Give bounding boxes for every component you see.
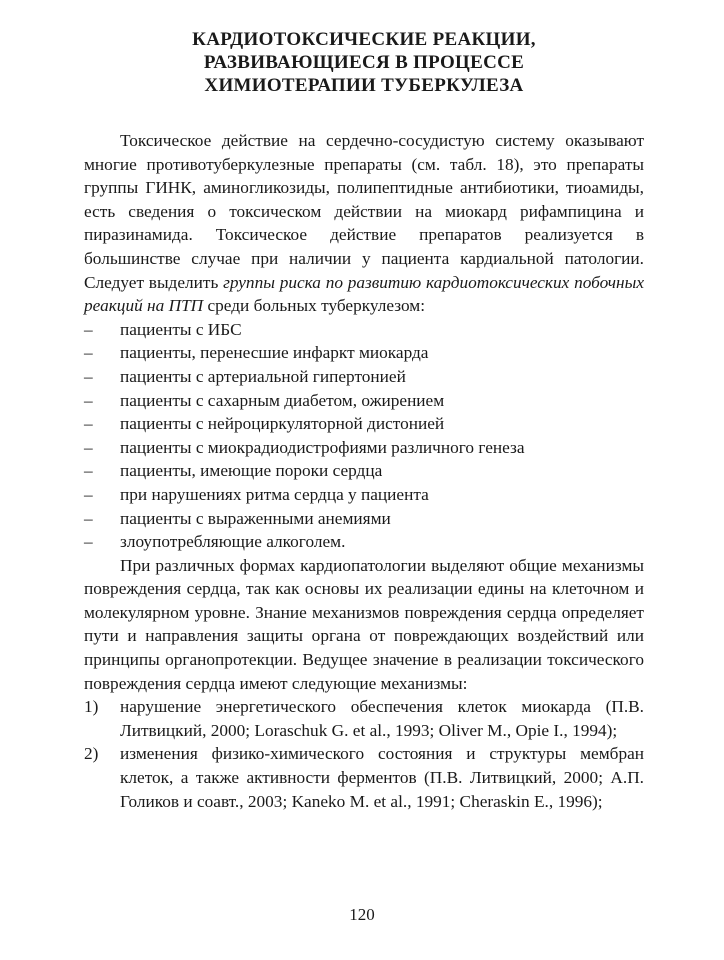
list-item: [84, 530, 644, 554]
mechanisms-list: [84, 695, 644, 813]
dash-mark: –: [84, 461, 93, 481]
dash-mark: –: [84, 532, 93, 552]
list-item-text: изменения физико-химического состояния и структуры мембран клеток, а также активности ферментов (П.В. Литвицкий, 2000; А.П. Голиков и соавт., 2003; Kaneko M. et al., 1991; Cheraskin E., 1996);: [120, 744, 644, 811]
list-item-text: пациенты с сахарным диабетом, ожирением: [120, 390, 445, 410]
list-item-text: при нарушениях ритма сердца у пациента: [120, 484, 429, 504]
dash-mark: –: [84, 319, 93, 339]
mechanisms-paragraph: При различных формах кардиопатологии выделяют общие механизмы повреждения сердца, так как основы их реализации едины на клеточном и молекулярном уровне. Знание механизмов повреждения сердца определяет пути и направления защиты органа от повреждающих воздействий или принципы органопротекции. Ведущее значение в реализации токсического повреждения сердца имеют следующие механизмы:: [84, 555, 644, 693]
body-text: [84, 129, 644, 813]
list-item: [84, 365, 644, 389]
list-item: [84, 436, 644, 460]
list-item: [84, 341, 644, 365]
title-line-2: РАЗВИВАЮЩИЕСЯ В ПРОЦЕССЕ: [203, 52, 525, 73]
list-item: [84, 695, 644, 742]
dash-mark: –: [84, 437, 93, 457]
list-item: [84, 412, 644, 436]
list-item: [84, 483, 644, 507]
list-item: [84, 507, 644, 531]
list-item: [84, 742, 644, 813]
dash-mark: –: [84, 343, 93, 363]
dash-mark: –: [84, 484, 93, 504]
list-item-text: злоупотребляющие алкоголем.: [120, 532, 346, 552]
title-line-3: ХИМИОТЕРАПИИ ТУБЕРКУЛЕЗА: [204, 75, 524, 96]
list-item: [84, 318, 644, 342]
list-item-text: пациенты с выраженными анемиями: [120, 508, 391, 528]
page-number: 120: [349, 905, 375, 924]
dash-mark: –: [84, 508, 93, 528]
list-item-text: пациенты с ИБС: [120, 319, 242, 339]
list-item-text: пациенты, имеющие пороки сердца: [120, 461, 383, 481]
list-item-text: пациенты с миокрадиодистрофиями различного генеза: [120, 437, 525, 457]
intro-paragraph: [84, 129, 644, 318]
intro-italic-text: группы риска по развитию кардиотоксических побочных реакций на ПТП: [84, 272, 644, 316]
intro-tail-text: среди больных туберкулезом:: [203, 296, 426, 316]
list-item: [84, 459, 644, 483]
dash-mark: –: [84, 366, 93, 386]
list-item-text: пациенты с нейроциркуляторной дистонией: [120, 414, 445, 434]
list-item: [84, 389, 644, 413]
list-item-text: пациенты с артериальной гипертонией: [120, 366, 406, 386]
list-item-text: нарушение энергетического обеспечения клеток миокарда (П.В. Литвицкий, 2000; Loraschuk G. et al., 1993; Oliver M., Opie I., 1994);: [120, 697, 644, 740]
item-number: 1): [84, 697, 99, 717]
page-content: [84, 28, 644, 813]
dash-mark: –: [84, 414, 93, 434]
list-item-text: пациенты, перенесшие инфаркт миокарда: [120, 343, 429, 363]
title-line-1: КАРДИОТОКСИЧЕСКИЕ РЕАКЦИИ,: [192, 29, 536, 50]
chapter-title: [84, 28, 644, 97]
item-number: 2): [84, 744, 99, 764]
intro-text: Токсическое действие на сердечно-сосудистую систему оказывают многие противотуберкулезные препараты (см. табл. 18), это препараты группы ГИНК, аминогликозиды, полипептидные антибиотики, тиоамиды, есть сведения о токсическом действии на миокард рифампицина и пиразинамида. Токсическое действие препаратов реализуется в большинстве случае при наличии у пациента кардиальной патологии. Следует выделить: [84, 131, 644, 292]
risk-groups-list: [84, 318, 644, 554]
dash-mark: –: [84, 390, 93, 410]
